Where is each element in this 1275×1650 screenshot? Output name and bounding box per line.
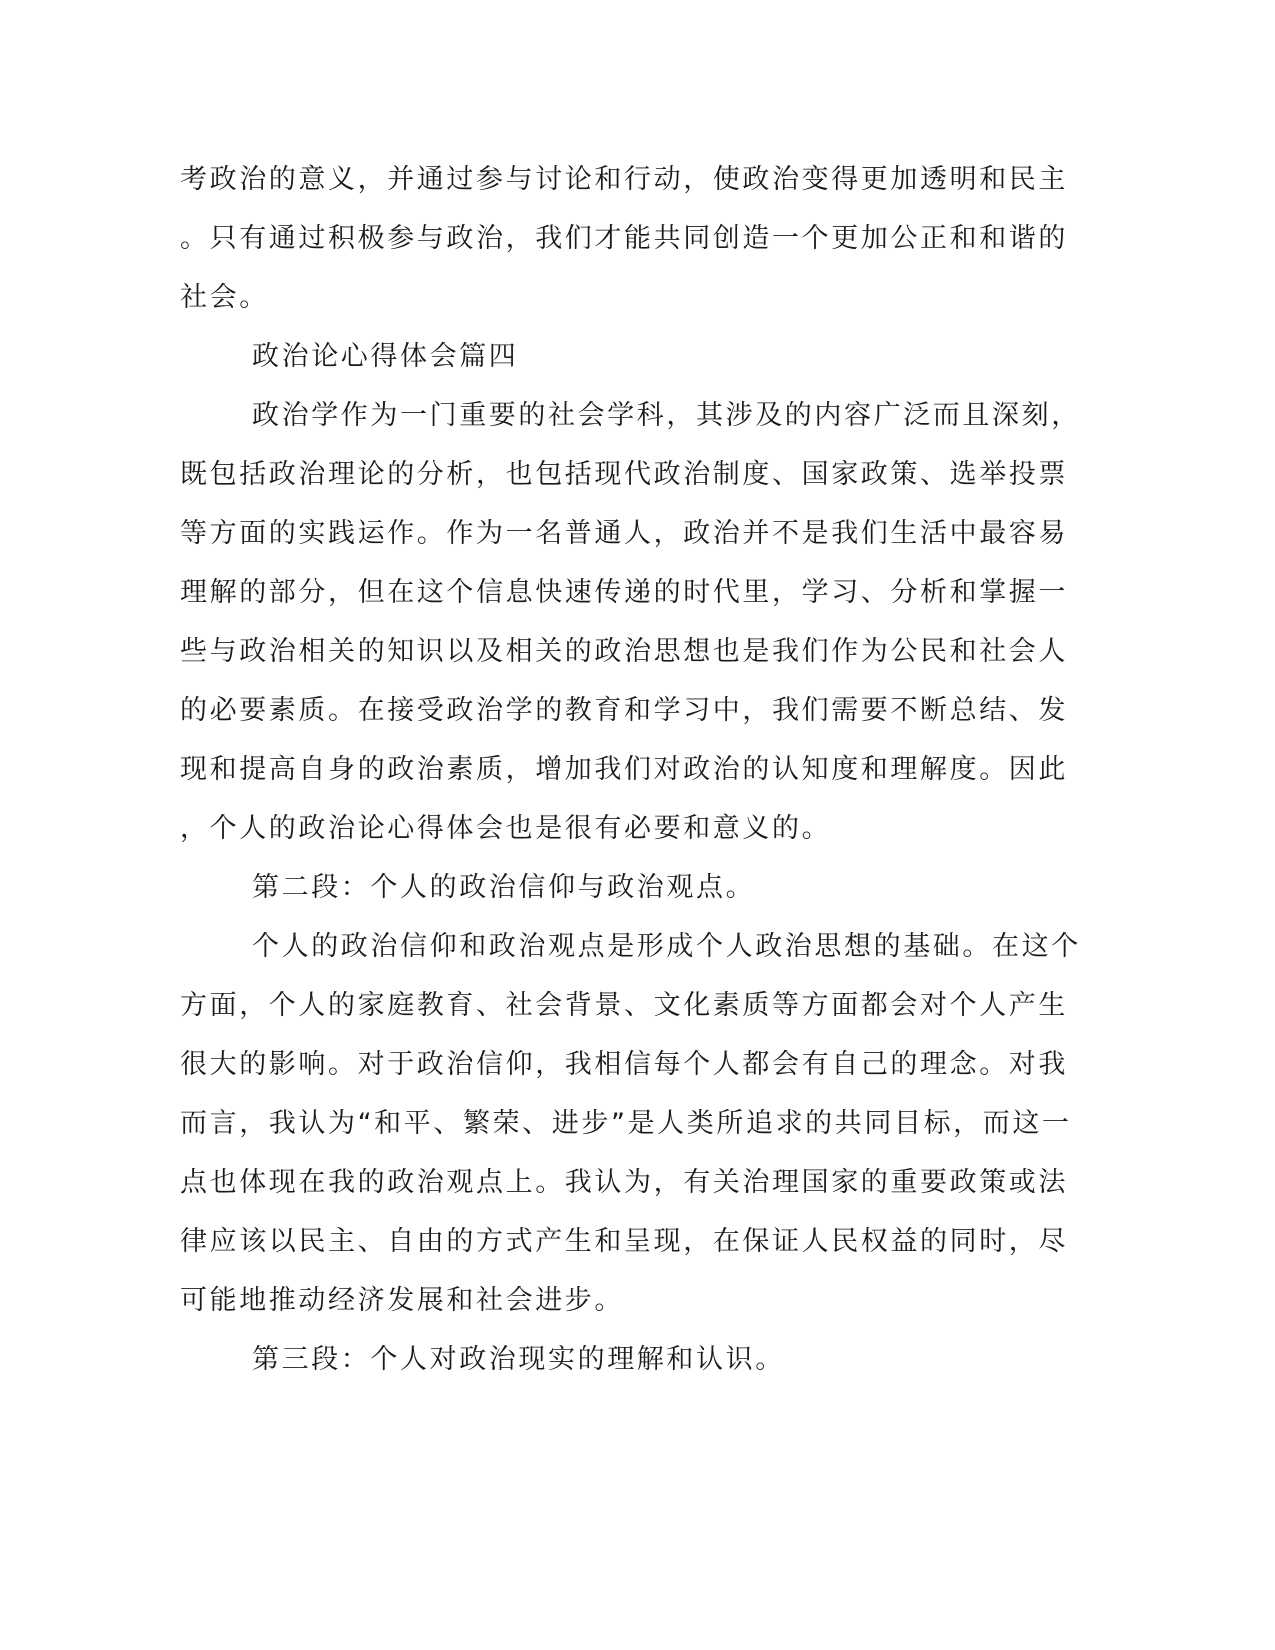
body-line: 点也体现在我的政治观点上。我认为，有关治理国家的重要政策或法 [180,1167,1068,1198]
body-line: 社会。 [180,282,269,313]
body-line: 的必要素质。在接受政治学的教育和学习中，我们需要不断总结、发 [180,695,1068,726]
body-line: 很大的影响。对于政治信仰，我相信每个人都会有自己的理念。对我 [180,1049,1068,1080]
body-line: 既包括政治理论的分析，也包括现代政治制度、国家政策、选举投票 [180,459,1068,490]
body-line: 而言，我认为“和平、繁荣、进步”是人类所追求的共同目标，而这一 [180,1108,1072,1139]
section-heading: 第三段：个人对政治现实的理解和认识。 [252,1344,785,1375]
body-line: 考政治的意义，并通过参与讨论和行动，使政治变得更加透明和民主 [180,164,1068,195]
body-line: 。只有通过积极参与政治，我们才能共同创造一个更加公正和和谐的 [180,223,1068,254]
body-line: 个人的政治信仰和政治观点是形成个人政治思想的基础。在这个 [252,931,1081,962]
body-line: 理解的部分，但在这个信息快速传递的时代里，学习、分析和掌握一 [180,577,1068,608]
section-heading: 政治论心得体会篇四 [252,341,519,372]
body-line: ，个人的政治论心得体会也是很有必要和意义的。 [180,813,832,844]
body-line: 律应该以民主、自由的方式产生和呈现，在保证人民权益的同时，尽 [180,1226,1068,1257]
section-heading: 第二段：个人的政治信仰与政治观点。 [252,872,756,903]
body-line: 现和提高自身的政治素质，增加我们对政治的认知度和理解度。因此 [180,754,1068,785]
body-line: 政治学作为一门重要的社会学科，其涉及的内容广泛而且深刻， [252,400,1081,431]
body-line: 些与政治相关的知识以及相关的政治思想也是我们作为公民和社会人 [180,636,1068,667]
body-line: 方面，个人的家庭教育、社会背景、文化素质等方面都会对个人产生 [180,990,1068,1021]
body-line: 等方面的实践运作。作为一名普通人，政治并不是我们生活中最容易 [180,518,1068,549]
body-line: 可能地推动经济发展和社会进步。 [180,1285,624,1316]
